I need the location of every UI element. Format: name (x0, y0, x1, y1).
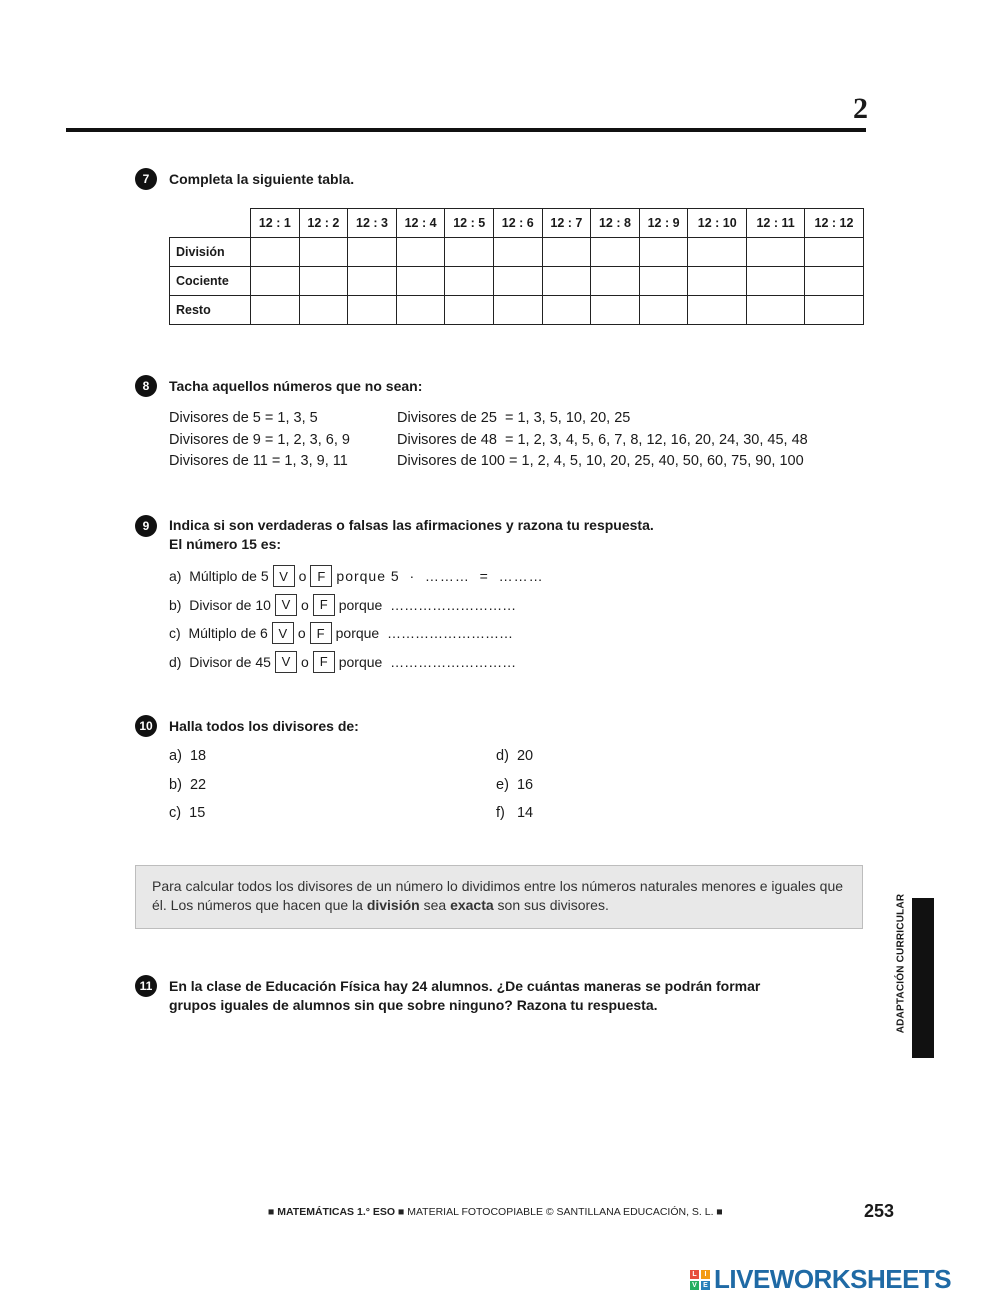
true-false-list (169, 565, 589, 673)
logo-cell: L (690, 1270, 699, 1279)
answer-cell[interactable] (639, 296, 688, 325)
answer-cell[interactable] (299, 267, 348, 296)
list-item: b) 22 (169, 776, 207, 793)
footer-subject: ■ MATEMÁTICAS 1.° ESO (268, 1206, 396, 1218)
answer-cell[interactable] (591, 296, 640, 325)
hint-bold-division: división (366, 897, 420, 913)
or-text: o (300, 653, 309, 670)
chapter-number: 2 (853, 92, 868, 125)
tf-item (169, 565, 589, 587)
table-header-cell: 12 : 2 (299, 209, 348, 238)
question-11-title (169, 977, 760, 1015)
false-box[interactable]: F (313, 651, 335, 673)
answer-cell[interactable] (591, 267, 640, 296)
logo-cell: E (701, 1281, 710, 1290)
answer-cell[interactable] (747, 296, 805, 325)
liveworksheets-logo[interactable] (690, 1264, 951, 1295)
answer-cell[interactable] (493, 296, 542, 325)
list-item: a) 18 (169, 748, 207, 764)
answer-cell[interactable] (688, 267, 747, 296)
table-header-cell: 12 : 4 (396, 209, 445, 238)
reason-line[interactable]: porque ……………………… (335, 625, 513, 641)
divisor-line[interactable]: Divisores de 9 = 1, 2, 3, 6, 9 (169, 431, 350, 448)
list-item: c) 15 (169, 805, 206, 821)
answer-cell[interactable] (591, 238, 640, 267)
answer-cell[interactable] (639, 267, 688, 296)
division-table (169, 208, 864, 325)
answer-cell[interactable] (396, 238, 445, 267)
divisors-items-left (169, 748, 206, 825)
answer-cell[interactable] (688, 238, 747, 267)
divisors-right-column (397, 408, 808, 473)
answer-cell[interactable] (396, 296, 445, 325)
hint-text-1: Para calcular todos los divisores de un número lo dividimos entre los números naturales menores e iguales que él. Los números que hacen que la (152, 878, 844, 913)
reason-line[interactable]: porque ……………………… (338, 653, 517, 670)
table-header-cell: 12 : 7 (542, 209, 591, 238)
tf-item (169, 622, 589, 644)
table-header-cell: 12 : 10 (688, 209, 747, 238)
question-9-title-line2: El número 15 es: (169, 536, 282, 552)
table-header-cell: 12 : 1 (251, 209, 300, 238)
question-11-badge: 11 (135, 975, 157, 997)
answer-cell[interactable] (348, 238, 397, 267)
footer-material: ■ MATERIAL FOTOCOPIABLE © SANTILLANA EDUCACIÓN, S. L. ■ (397, 1206, 723, 1218)
table-header-cell: 12 : 9 (639, 209, 688, 238)
answer-cell[interactable] (445, 296, 494, 325)
answer-cell[interactable] (542, 238, 591, 267)
answer-cell[interactable] (445, 267, 494, 296)
tf-label: b) Divisor de 10 (169, 596, 271, 613)
true-box[interactable]: V (272, 622, 294, 644)
question-7-badge: 7 (135, 168, 157, 190)
table-header-cell: 12 : 12 (805, 209, 864, 238)
answer-cell[interactable] (688, 296, 747, 325)
table-row-division (170, 238, 864, 267)
answer-cell[interactable] (348, 296, 397, 325)
question-7-title: Completa la siguiente tabla. (169, 171, 355, 187)
answer-cell[interactable] (542, 296, 591, 325)
divisors-items-right (496, 748, 533, 825)
hint-text-2: sea (419, 897, 451, 913)
question-8-title: Tacha aquellos números que no sean: (169, 378, 423, 394)
answer-cell[interactable] (396, 267, 445, 296)
table-header-cell: 12 : 8 (591, 209, 640, 238)
answer-cell[interactable] (805, 238, 864, 267)
or-text: o (297, 625, 306, 641)
table-header-cell: 12 : 3 (348, 209, 397, 238)
question-11-title-line2: grupos iguales de alumnos sin que sobre ninguno? Razona tu respuesta. (169, 997, 658, 1013)
logo-cell: I (701, 1270, 710, 1279)
answer-cell[interactable] (251, 238, 300, 267)
answer-cell[interactable] (542, 267, 591, 296)
or-text: o (298, 568, 307, 584)
answer-cell[interactable] (493, 267, 542, 296)
hint-box (135, 865, 863, 929)
tf-label: d) Divisor de 45 (169, 653, 271, 670)
or-text: o (300, 596, 309, 613)
header-rule (66, 128, 866, 132)
side-tab-bar (912, 898, 934, 1058)
divisors-left-column (169, 408, 350, 473)
divisor-line[interactable]: Divisores de 5 = 1, 3, 5 (169, 410, 318, 426)
question-8-badge: 8 (135, 375, 157, 397)
answer-cell[interactable] (445, 238, 494, 267)
reason-line[interactable]: porque 5 · ……… = ……… (336, 568, 544, 584)
answer-cell[interactable] (805, 267, 864, 296)
list-item: d) 20 (496, 748, 534, 764)
table-header-cell: 12 : 5 (445, 209, 494, 238)
row-label: División (170, 238, 251, 267)
table-header-cell: 12 : 6 (493, 209, 542, 238)
divisor-line[interactable]: Divisores de 100 = 1, 2, 4, 5, 10, 20, 25, 40, 50, 60, 75, 90, 100 (397, 453, 804, 469)
answer-cell[interactable] (251, 296, 300, 325)
answer-cell[interactable] (493, 238, 542, 267)
table-corner (170, 209, 251, 238)
answer-cell[interactable] (747, 267, 805, 296)
divisor-line[interactable]: Divisores de 25 = 1, 3, 5, 10, 20, 25 (397, 410, 631, 426)
false-box[interactable]: F (310, 622, 332, 644)
table-row-cociente (170, 267, 864, 296)
list-item: e) 16 (496, 776, 534, 793)
list-item: f) 14 (496, 805, 534, 821)
divisor-line[interactable]: Divisores de 48 = 1, 2, 3, 4, 5, 6, 7, 8, 12, 16, 20, 24, 30, 45, 48 (397, 431, 808, 448)
question-10-badge: 10 (135, 715, 157, 737)
true-box[interactable]: V (273, 565, 295, 587)
divisor-line[interactable]: Divisores de 11 = 1, 3, 9, 11 (169, 453, 348, 469)
row-label: Cociente (170, 267, 251, 296)
side-tab-label: ADAPTACIÓN CURRICULAR (895, 893, 907, 1034)
answer-cell[interactable] (299, 296, 348, 325)
answer-cell[interactable] (251, 267, 300, 296)
tf-item (169, 594, 589, 616)
tf-label: a) Múltiplo de 5 (169, 568, 269, 584)
question-9-title (169, 516, 654, 554)
answer-cell[interactable] (639, 238, 688, 267)
false-box[interactable]: F (313, 594, 335, 616)
question-11-title-line1: En la clase de Educación Física hay 24 alumnos. ¿De cuántas maneras se podrán formar (169, 978, 761, 994)
hint-bold-exacta: exacta (450, 897, 494, 913)
true-box[interactable]: V (275, 594, 297, 616)
false-box[interactable]: F (310, 565, 332, 587)
tf-label: c) Múltiplo de 6 (169, 625, 268, 641)
table-row-resto (170, 296, 864, 325)
table-header-row (170, 209, 864, 238)
hint-text-3: son sus divisores. (493, 897, 609, 913)
logo-grid-icon (690, 1270, 710, 1290)
row-label: Resto (170, 296, 251, 325)
answer-cell[interactable] (805, 296, 864, 325)
answer-cell[interactable] (299, 238, 348, 267)
logo-text: LIVEWORKSHEETS (714, 1264, 952, 1294)
footer-credits (268, 1206, 723, 1218)
question-9-title-line1: Indica si son verdaderas o falsas las afirmaciones y razona tu respuesta. (169, 517, 654, 533)
tf-item (169, 651, 589, 673)
logo-cell: V (690, 1281, 699, 1290)
answer-cell[interactable] (747, 238, 805, 267)
answer-cell[interactable] (348, 267, 397, 296)
table-header-cell: 12 : 11 (747, 209, 805, 238)
page-number: 253 (864, 1201, 895, 1221)
true-box[interactable]: V (275, 651, 297, 673)
reason-line[interactable]: porque ……………………… (338, 596, 517, 613)
question-9-badge: 9 (135, 515, 157, 537)
question-10-title: Halla todos los divisores de: (169, 718, 359, 734)
